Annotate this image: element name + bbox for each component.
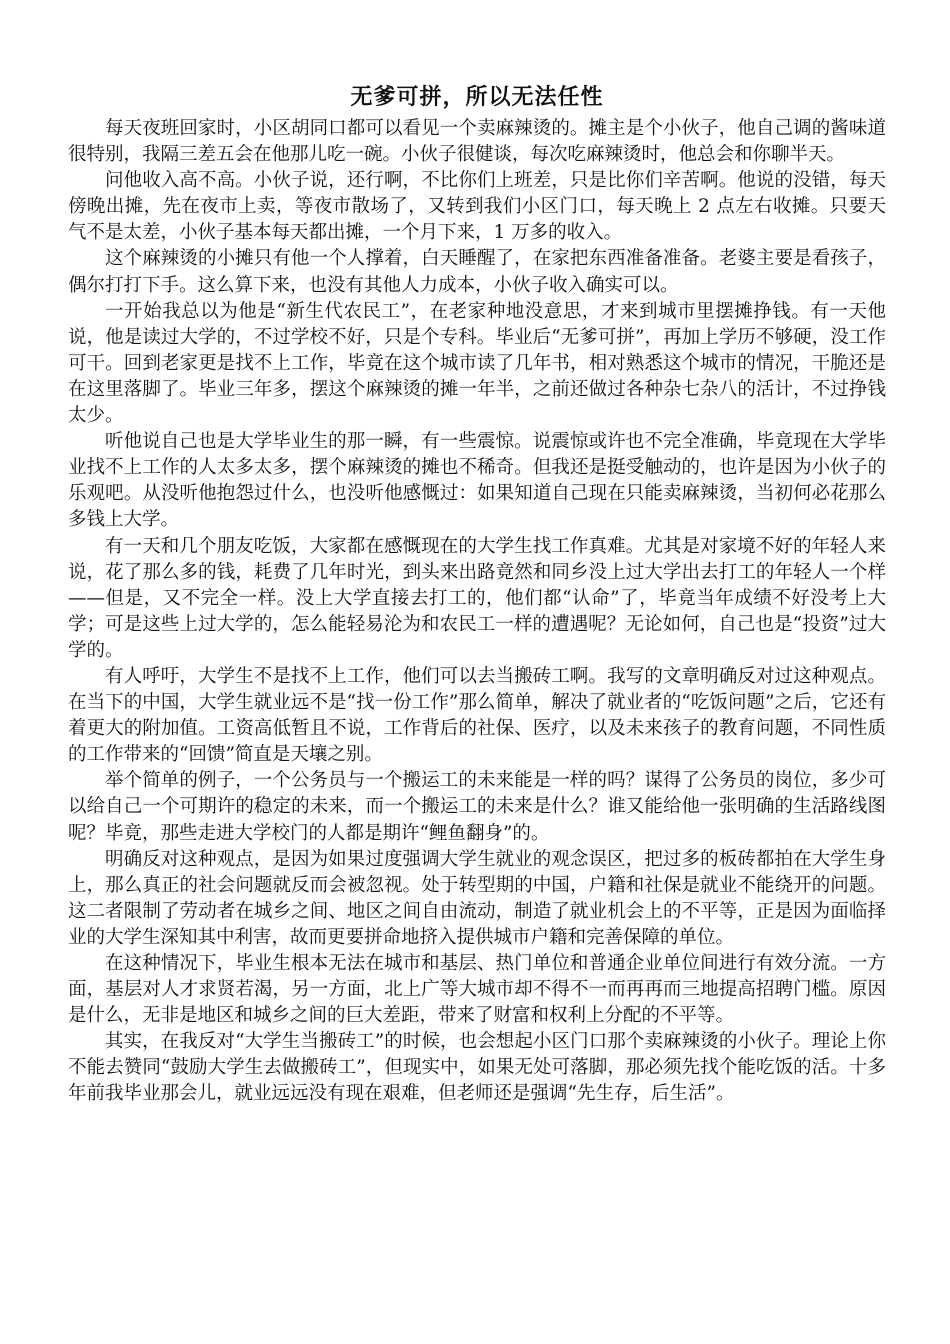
paragraph: 这个麻辣烫的小摊只有他一个人撑着，白天睡醒了，在家把东西准备准备。老婆主要是看孩子，偶尔打打下手。这么算下来，也没有其他人力成本，小伙子收入确实可以。 [68, 248, 886, 296]
paragraph: 其实，在我反对“大学生当搬砖工”的时候，也会想起小区门口那个卖麻辣烫的小伙子。理论上你不能去赞同“鼓励大学生去做搬砖工”，但现实中，如果无处可落脚，那必须先找个能吃饭的活。十多年前我毕业那会儿，就业远远没有现在艰难，但老师还是强调“先生存，后生活”。 [68, 1031, 886, 1105]
paragraph: 明确反对这种观点，是因为如果过度强调大学生就业的观念误区，把过多的板砖都拍在大学生身上，那么真正的社会问题就反而会被忽视。处于转型期的中国，户籍和社保是就业不能绕开的问题。这二者限制了劳动者在城乡之间、地区之间自由流动，制造了就业机会上的不平等，正是因为面临择业的大学生深知其中利害，故而更要拼命地挤入提供城市户籍和完善保障的单位。 [68, 848, 886, 948]
paragraph: 问他收入高不高。小伙子说，还行啊，不比你们上班差，只是比你们辛苦啊。他说的没错，每天傍晚出摊，先在夜市上卖，等夜市散场了，又转到我们小区门口，每天晚上 2 点左右收摊。只要天气不是太差，小伙子基本每天都出摊，一个月下来，1 万多的收入。 [68, 170, 886, 244]
paragraph: 在这种情况下，毕业生根本无法在城市和基层、热门单位和普通企业单位间进行有效分流。一方面，基层对人才求贤若渴，另一方面，北上广等大城市却不得不一而再再而三地提高招聘门槛。原因是什么，无非是地区和城乡之间的巨大差距，带来了财富和权利上分配的不平等。 [68, 953, 886, 1027]
paragraph: 一开始我总以为他是“新生代农民工”，在老家种地没意思，才来到城市里摆摊挣钱。有一天他说，他是读过大学的，不过学校不好，只是个专科。毕业后“无爹可拼”，再加上学历不够硬，没工作可干。回到老家更是找不上工作，毕竟在这个城市读了几年书，相对熟悉这个城市的情况，干脆还是在这里落脚了。毕业三年多，摆这个麻辣烫的摊一年半，之前还做过各种杂七杂八的活计，不过挣钱太少。 [68, 300, 886, 427]
paragraph: 有一天和几个朋友吃饭，大家都在感慨现在的大学生找工作真难。尤其是对家境不好的年轻人来说，花了那么多的钱，耗费了几年时光，到头来出路竟然和同乡没上过大学出去打工的年轻人一个样——但是，又不完全一样。没上大学直接去打工的，他们都“认命”了，毕竟当年成绩不好没考上大学；可是这些上过大学的，怎么能轻易沦为和农民工一样的遭遇呢？无论如何，自己也是“投资”过大学的。 [68, 535, 886, 661]
paragraph: 每天夜班回家时，小区胡同口都可以看见一个卖麻辣烫的。摊主是个小伙子，他自己调的酱味道很特别，我隔三差五会在他那儿吃一碗。小伙子很健谈，每次吃麻辣烫时，他总会和你聊半天。 [68, 118, 886, 166]
paragraph: 举个简单的例子，一个公务员与一个搬运工的未来能是一样的吗？谋得了公务员的岗位，多少可以给自己一个可期许的稳定的未来，而一个搬运工的未来是什么？谁又能给他一张明确的生活路线图呢？毕竟，那些走进大学校门的人都是期许“鲤鱼翻身”的。 [68, 770, 886, 844]
paragraph: 听他说自己也是大学毕业生的那一瞬，有一些震惊。说震惊或许也不完全准确，毕竟现在大学毕业找不上工作的人太多太多，摆个麻辣烫的摊也不稀奇。但我还是挺受触动的，也许是因为小伙子的乐观吧。从没听他抱怨过什么，也没听他感慨过：如果知道自己现在只能卖麻辣烫，当初何必花那么多钱上大学。 [68, 431, 886, 531]
document-page [68, 82, 886, 1108]
document-title: 无爹可拼，所以无法任性 [350, 84, 604, 110]
paragraph: 有人呼吁，大学生不是找不上工作，他们可以去当搬砖工啊。我写的文章明确反对过这种观点。在当下的中国，大学生就业远不是“找一份工作”那么简单，解决了就业者的“吃饭问题”之后，它还有着更大的附加值。工资高低暂且不说，工作背后的社保、医疗，以及未来孩子的教育问题，不同性质的工作带来的“回馈”简直是天壤之别。 [68, 665, 886, 766]
